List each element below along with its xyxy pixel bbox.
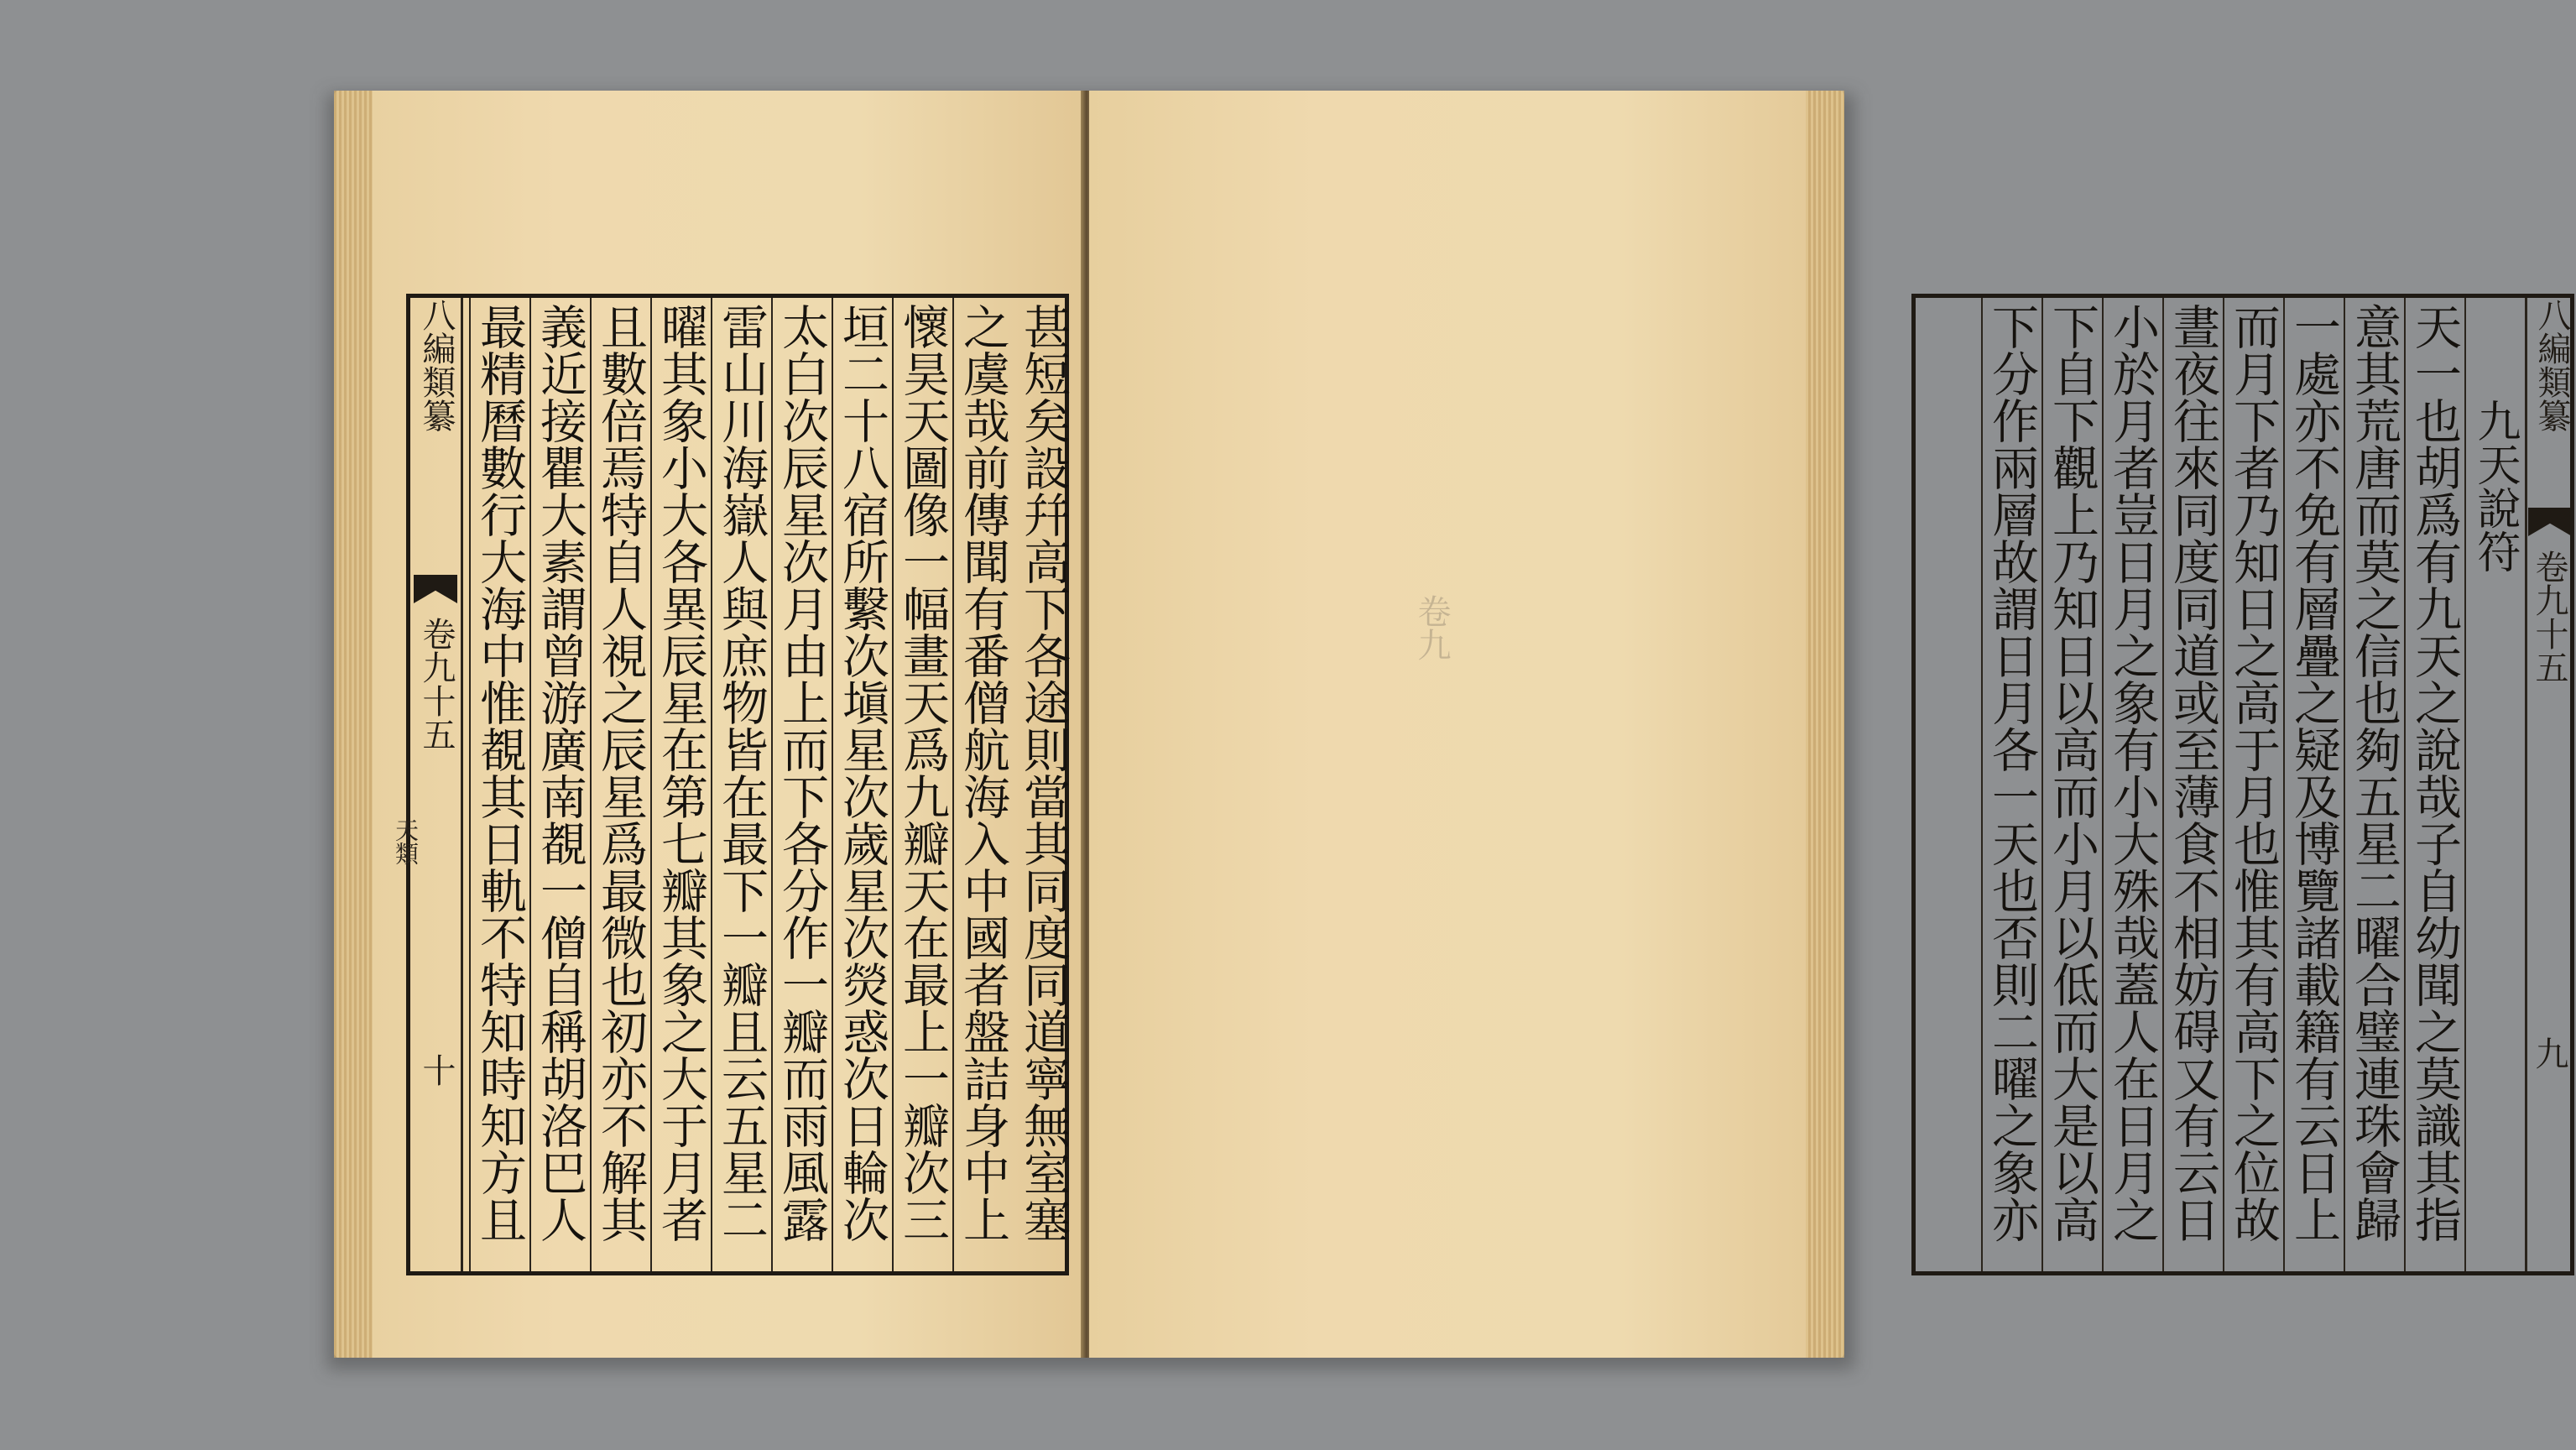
left-column-5: 太白次辰星次月由上而下各分作一瓣而雨風露 <box>771 298 832 1271</box>
left-margin-category: 天類 <box>392 818 420 865</box>
right-page-edge <box>1806 91 1844 1358</box>
left-margin-title: 八編類纂 <box>417 298 456 432</box>
right-margin-title: 八編類纂 <box>2532 298 2571 432</box>
left-column-9: 義近接瞿大素謂曾游廣南覩一僧自稱胡洛巴人 <box>529 298 590 1271</box>
right-text-frame <box>1911 294 2574 1275</box>
open-book <box>334 91 2571 1358</box>
right-column-4: 一處亦不免有層疊之疑及博覽諸載籍有云日上 <box>2283 298 2344 1271</box>
left-column-4: 垣二十八宿所繫次塡星次歲星次熒惑次日輪次 <box>832 298 892 1271</box>
right-margin-folio-column <box>2525 1036 2573 1137</box>
right-margin-volume-column <box>2525 550 2573 818</box>
right-column-2: 天一也胡爲有九天之說哉子自幼聞之莫識其指 <box>2404 298 2464 1271</box>
left-column-8: 且數倍焉特自人視之辰星爲最微也初亦不解其 <box>590 298 650 1271</box>
left-column-2: 之虞哉前傳聞有番僧航海入中國者盤詰身中上 <box>952 298 1013 1271</box>
left-margin-folio: 十 <box>417 1053 456 1087</box>
left-column-7: 曜其象小大各異辰星在第七瓣其象之大于月者 <box>650 298 711 1271</box>
right-column-title: 九天說符 <box>2464 298 2525 1271</box>
right-margin-folio: 九 <box>2530 1036 2568 1070</box>
bleed-through-text: 卷九 <box>1412 594 1451 661</box>
left-text-frame <box>392 294 1071 1275</box>
left-column-10: 最精曆數行大海中惟覩其日軌不特知時知方且 <box>469 298 529 1271</box>
left-margin-volume: 卷九十五 <box>417 617 456 751</box>
left-column-3: 懷昊天圖像一幅畫天爲九瓣天在最上一瓣次三 <box>892 298 952 1271</box>
left-page <box>334 91 1084 1358</box>
right-page <box>1089 91 2571 1358</box>
left-margin-folio-column <box>412 1053 461 1154</box>
left-column-6: 雷山川海嶽人與庶物皆在最下一瓣且云五星二 <box>711 298 771 1271</box>
right-column-3: 意其荒唐而莫之信也夠五星二曜合璧連珠會歸 <box>2344 298 2404 1271</box>
right-column-8: 下自下觀上乃知日以高而小月以低而大是以高 <box>2042 298 2102 1271</box>
right-column-5: 而月下者乃知日之高于月也惟其有高下之位故 <box>2223 298 2283 1271</box>
right-column-9: 下分作兩層故謂日月各一天也否則二曜之象亦 <box>1981 298 2042 1271</box>
right-column-7: 小於月者豈日月之象有小大殊哉蓋人在日月之 <box>2102 298 2162 1271</box>
left-column-1: 甚短矣設幷高下各途則當其同度同道寧無室塞 <box>1016 303 1071 1243</box>
right-margin-volume: 卷九十五 <box>2530 550 2568 684</box>
left-page-edge <box>334 91 373 1358</box>
right-column-6: 晝夜往來同度同道或至薄食不相妨碍又有云日 <box>2162 298 2223 1271</box>
